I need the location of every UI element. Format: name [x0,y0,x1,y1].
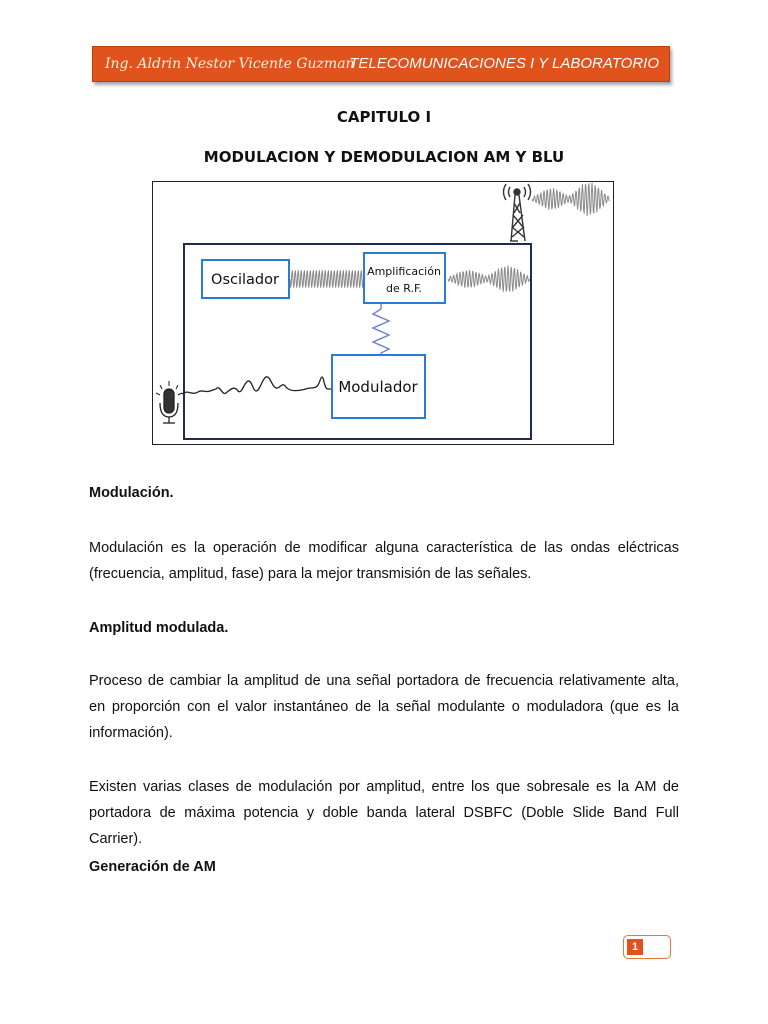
header-course: TELECOMUNICACIONES I Y LABORATORIO [349,55,659,72]
text-line: información). [89,725,173,741]
chapter-number: CAPITULO I [336,108,432,126]
heading-amplitud-modulada: Amplitud modulada. [89,620,229,636]
paragraph-amplitud-modulada [89,668,679,746]
rf-amplifier-box [364,253,445,303]
paragraph-modulacion [89,535,679,587]
text-line: en proporción con el valor instantáneo de la señal modulante o moduladora (que es la [89,699,679,715]
rf-amp-label-line1: Amplificación [367,265,441,278]
text-line: (frecuencia, amplitud, fase) para la mejor transmisión de las señales. [89,566,532,582]
paragraph-clases-am [89,774,679,852]
heading-modulacion: Modulación. [89,485,174,501]
text-line: portadora de máxima potencia y doble banda lateral DSBFC (Doble Slide Band Full [89,805,679,821]
text-line: Existen varias clases de modulación por amplitud, entre los que sobresale es la AM de [89,779,679,795]
header-bar [92,46,670,82]
page-number-badge [623,935,671,959]
oscillator-label: Oscilador [211,272,279,288]
page-number: 1 [627,939,643,955]
text-line: Modulación es la operación de modificar alguna característica de las ondas eléctricas [89,540,679,556]
header-author: Ing. Aldrin Nestor Vicente Guzman [105,56,355,72]
modulator-label: Modulador [338,378,418,396]
chapter-title: MODULACION Y DEMODULACION AM Y BLU [203,148,565,166]
text-line: Proceso de cambiar la amplitud de una señal portadora de frecuencia relativamente alta, [89,673,679,689]
text-line: Carrier). [89,831,143,847]
rf-amp-label-line2: de R.F. [385,282,423,295]
am-transmitter-diagram [152,181,614,445]
heading-generacion-am: Generación de AM [89,859,216,875]
